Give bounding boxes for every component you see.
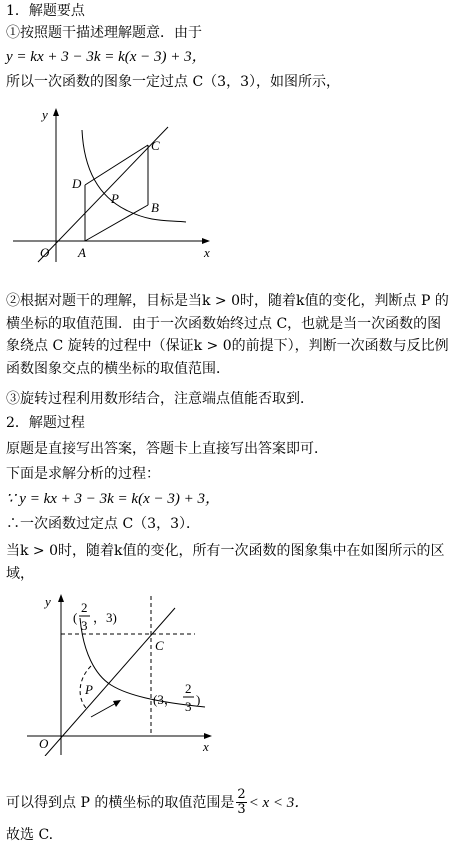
- segment-AB: [85, 205, 148, 241]
- y-axis-arrow-icon: [58, 594, 64, 602]
- equation-2: ∵ y = kx + 3 − 3k = k(x − 3) + 3，: [6, 491, 220, 507]
- step-1-text: ①按照题干描述理解题意．由于: [6, 25, 202, 41]
- range-conclusion: [6, 788, 309, 817]
- range-fraction-numerator: 2: [237, 787, 246, 802]
- fig1-label-C: C: [151, 138, 160, 153]
- fig2-point2-num: 2: [185, 681, 192, 696]
- y-axis-arrow-icon: [53, 108, 59, 116]
- fig2-point2-den: 3: [185, 699, 192, 714]
- step-3-text: ③旋转过程利用数形结合，注意端点值能否取到．: [6, 391, 314, 407]
- segment-DC: [85, 145, 148, 185]
- fig1-label-y: y: [42, 107, 48, 122]
- range-fraction: [236, 788, 246, 817]
- hyperbola-curve: [82, 130, 186, 222]
- fig1-label-P: P: [111, 191, 119, 206]
- fig1-label-x: x: [204, 245, 210, 260]
- range-inequality: < x < 3．: [248, 794, 310, 811]
- fig2-label-x: x: [203, 739, 209, 754]
- fig2-point1-rest: ，3): [93, 610, 117, 625]
- region-text: 当k > 0时，随着k值的变化，所有一次函数的图象集中在如图所示的区域，: [6, 543, 445, 582]
- fig2-point2-close: ): [196, 692, 201, 707]
- fig1-label-D: D: [72, 176, 82, 191]
- section-1-title: 1．解题要点: [6, 3, 85, 19]
- fig1-label-A: A: [78, 245, 86, 260]
- fig1-label-B: B: [151, 200, 159, 215]
- fixed-point-conclusion: ∴一次函数过定点 C（3，3）．: [6, 516, 200, 532]
- range-fraction-denominator: 3: [237, 802, 246, 817]
- rotation-arrow-shaft: [91, 702, 118, 717]
- range-conclusion-text: 可以得到点 P 的横坐标的取值范围是: [6, 794, 235, 811]
- fixed-point-text: 所以一次函数的图象一定过点 C（3，3），如图所示，: [6, 74, 340, 90]
- rotation-arrow-icon: [113, 700, 121, 707]
- process-intro: 下面是求解分析的过程：: [6, 466, 160, 482]
- fig2-label-O: O: [39, 736, 49, 751]
- fig2-point1-den: 3: [81, 618, 88, 633]
- line-through-C: [45, 608, 175, 756]
- fig2-point2-open: (3，: [153, 692, 177, 707]
- figure-1: [8, 102, 218, 264]
- equation-1: y = kx + 3 − 3k = k(x − 3) + 3，: [6, 49, 207, 65]
- answer-note: 原题是直接写出答案，答题卡上直接写出答案即可．: [6, 441, 328, 457]
- x-axis-arrow-icon: [202, 238, 210, 244]
- section-2-title: 2．解题过程: [6, 415, 85, 431]
- fig2-point1-num: 2: [81, 600, 88, 615]
- fig1-label-O: O: [40, 245, 50, 260]
- figure-2: [25, 590, 225, 756]
- fig2-label-C: C: [155, 638, 164, 653]
- fig2-label-P: P: [85, 682, 93, 697]
- step-2-text: ②根据对题干的理解，目标是当k > 0时，随着k值的变化，判断点 P 的横坐标的取值范围．由于一次函数始终过点 C，也就是当一次函数的图象绕点 C 旋转的过程中（保证k > 0的前提下），判断一次函数与反比例函数图象交点的横坐标的取值范围．: [6, 293, 449, 377]
- fig2-point1-open: (: [73, 610, 78, 625]
- final-answer: 故选 C.: [6, 827, 54, 843]
- fig2-label-y: y: [45, 594, 51, 609]
